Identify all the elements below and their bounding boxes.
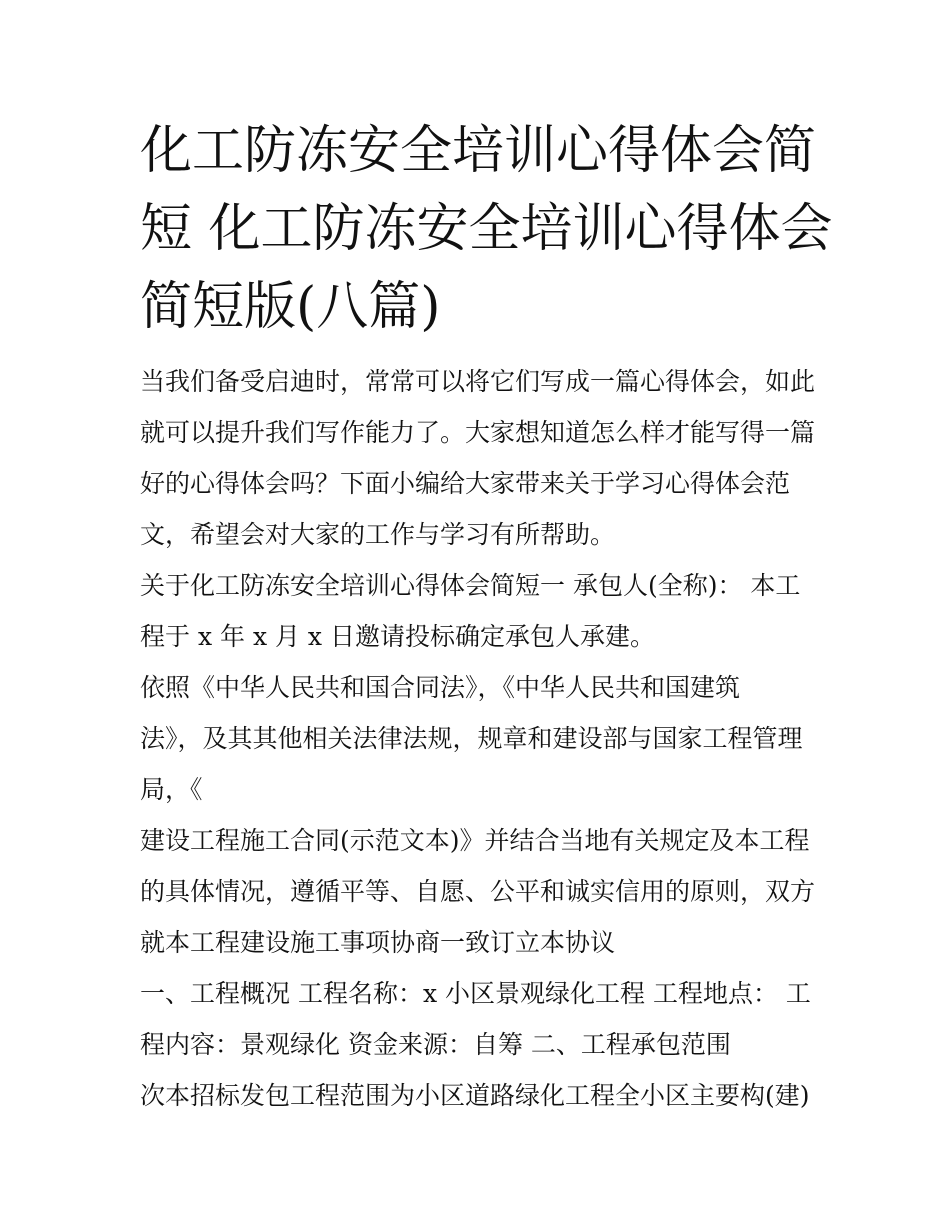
- body-line: 局，《: [140, 775, 203, 804]
- title-line: 化工防冻安全培训心得体会简: [140, 121, 817, 181]
- title-line: 短 化工防冻安全培训心得体会: [140, 199, 833, 259]
- body-line: 关于化工防冻安全培训心得体会简短一 承包人(全称)： 本工: [140, 571, 801, 600]
- body-line: 当我们备受启迪时，常常可以将它们写成一篇心得体会，如此: [140, 367, 816, 396]
- document-body: [140, 356, 830, 1121]
- body-line: 依照《中华人民共和国合同法》，《中华人民共和国建筑: [140, 673, 741, 702]
- body-line: 法》，及其其他相关法律法规，规章和建设部与国家工程管理: [140, 724, 803, 753]
- body-line: 好的心得体会吗？下面小编给大家带来关于学习心得体会范: [140, 469, 791, 498]
- body-line: 文，希望会对大家的工作与学习有所帮助。: [140, 520, 616, 549]
- document-title: [140, 112, 833, 346]
- body-line: 的具体情况，遵循平等、自愿、公平和诚实信用的原则，双方: [140, 877, 816, 906]
- body-line: 程于 x 年 x 月 x 日邀请投标确定承包人承建。: [140, 622, 655, 651]
- body-line: 程内容：景观绿化 资金来源：自筹 二、工程承包范围: [140, 1030, 731, 1059]
- title-line: 简短版(八篇): [140, 277, 441, 337]
- body-line: 就本工程建设施工事项协商一致订立本协议: [140, 928, 616, 957]
- body-line: 次本招标发包工程范围为小区道路绿化工程全小区主要构(建): [140, 1081, 810, 1110]
- body-line: 一、工程概况 工程名称：x 小区景观绿化工程 工程地点： 工: [140, 979, 811, 1008]
- body-line: 就可以提升我们写作能力了。大家想知道怎么样才能写得一篇: [140, 418, 816, 447]
- body-line: 建设工程施工合同(示范文本)》并结合当地有关规定及本工程: [140, 826, 810, 855]
